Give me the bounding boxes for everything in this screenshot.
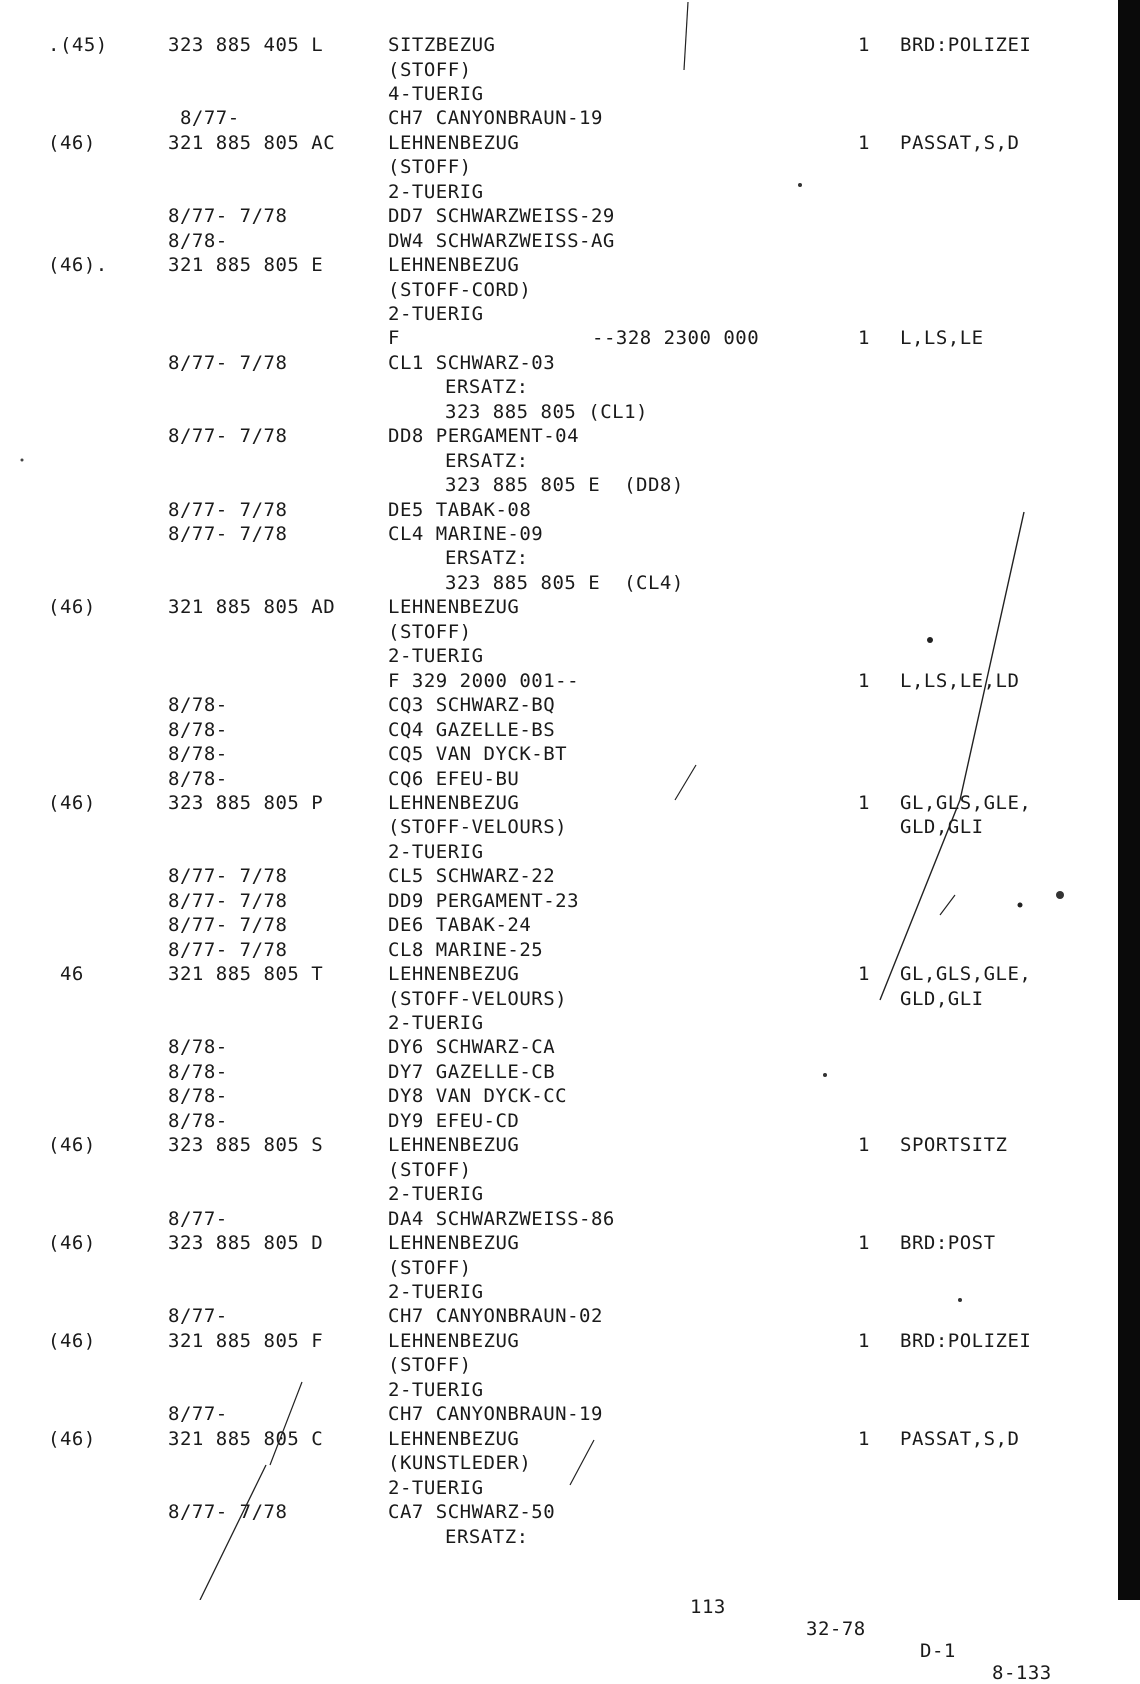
date-range: 8/78-: [168, 1060, 228, 1083]
part-number: 321 885 805 AD: [168, 596, 336, 619]
parts-row: [0, 523, 1118, 547]
model-applicability: BRD:POST: [900, 1232, 996, 1254]
description: CL4 MARINE-09: [388, 523, 544, 545]
model-applicability: SPORTSITZ: [900, 1134, 1008, 1157]
position-number: (46): [48, 1329, 96, 1352]
date-range: 8/77-: [168, 1305, 228, 1328]
parts-row: [0, 352, 1118, 376]
description: (STOFF): [388, 1256, 472, 1279]
parts-row: [0, 670, 1118, 694]
model-applicability: BRD:POLIZEI: [900, 34, 1032, 56]
parts-row: [0, 768, 1118, 792]
parts-row: [0, 156, 1118, 180]
position-number: (46): [48, 1134, 96, 1157]
parts-row: [0, 474, 1118, 498]
description: 2-TUERIG: [388, 1012, 484, 1034]
date-range: 8/77-: [168, 1403, 228, 1426]
quantity: 1: [858, 1134, 870, 1157]
scan-edge-bar: [1118, 0, 1140, 1600]
date-range: 8/77- 7/78: [168, 205, 288, 228]
description: 2-TUERIG: [388, 1281, 484, 1303]
description: 2-TUERIG: [388, 1378, 484, 1401]
footer-sheet: 8-133: [992, 1662, 1052, 1684]
parts-row: [0, 1305, 1118, 1329]
quantity: 1: [858, 963, 870, 986]
position-number: 46: [48, 963, 84, 986]
parts-row: [0, 1110, 1118, 1134]
quantity: 1: [858, 1329, 870, 1352]
model-applicability: GLD,GLI: [900, 816, 984, 839]
description: (STOFF-VELOURS): [388, 987, 568, 1010]
description: DD7 SCHWARZWEISS-29: [388, 205, 615, 228]
description: 2-TUERIG: [388, 840, 484, 863]
date-range: 8/77- 7/78: [168, 889, 288, 912]
part-number: 321 885 805 AC: [168, 131, 336, 154]
date-range: 8/77- 7/78: [168, 1501, 288, 1523]
date-range: 8/78-: [168, 694, 228, 717]
position-number: (46): [48, 1427, 96, 1450]
description: CA7 SCHWARZ-50: [388, 1501, 556, 1523]
description: DY6 SCHWARZ-CA: [388, 1036, 556, 1059]
position-number: .(45): [48, 34, 108, 56]
parts-row: [0, 596, 1118, 620]
description: LEHNENBEZUG: [388, 254, 520, 276]
quantity: 1: [858, 131, 870, 154]
replacement-note: 323 885 805 E (DD8): [445, 474, 684, 497]
date-range: 8/78-: [168, 767, 228, 790]
part-number: 323 885 805 D: [168, 1232, 324, 1254]
parts-row: [0, 694, 1118, 718]
date-range: 8/77- 7/78: [168, 914, 288, 937]
parts-row: [0, 1281, 1118, 1305]
description: CH7 CANYONBRAUN-02: [388, 1305, 603, 1328]
date-range: 8/77- 7/78: [168, 425, 288, 448]
quantity: 1: [858, 1427, 870, 1450]
part-number: 321 885 805 E: [168, 254, 324, 276]
part-number: 323 885 805 S: [168, 1134, 324, 1157]
date-range: 8/78-: [168, 1085, 228, 1108]
description: 4-TUERIG: [388, 82, 484, 105]
parts-row: [0, 792, 1118, 816]
position-number: (46).: [48, 254, 108, 276]
parts-row: [0, 425, 1118, 449]
parts-row: [0, 279, 1118, 303]
description: DY7 GAZELLE-CB: [388, 1060, 556, 1083]
description: F 329 2000 001--: [388, 669, 580, 692]
part-number: 321 885 805 F: [168, 1329, 324, 1352]
description: LEHNENBEZUG: [388, 963, 520, 986]
parts-row: [0, 1477, 1118, 1501]
description: (STOFF-VELOURS): [388, 816, 568, 839]
date-range: 8/77-: [168, 1207, 228, 1230]
parts-row: [0, 1036, 1118, 1060]
parts-row: [0, 1501, 1118, 1525]
parts-row: [0, 719, 1118, 743]
parts-row: [0, 1159, 1118, 1183]
description: 2-TUERIG: [388, 1476, 484, 1499]
description: (STOFF): [388, 1354, 472, 1377]
part-number: 323 885 405 L: [168, 34, 324, 56]
parts-row: [0, 1403, 1118, 1427]
parts-row: [0, 841, 1118, 865]
parts-row: [0, 1232, 1118, 1256]
model-applicability: BRD:POLIZEI: [900, 1329, 1032, 1352]
description: DD8 PERGAMENT-04: [388, 425, 580, 448]
parts-row: [0, 1526, 1118, 1550]
replacement-note: 323 885 805 (CL1): [445, 400, 648, 423]
parts-row: [0, 401, 1118, 425]
description: CQ4 GAZELLE-BS: [388, 718, 556, 741]
parts-row: [0, 327, 1118, 351]
model-applicability: GL,GLS,GLE,: [900, 791, 1032, 814]
date-range: 8/77-: [168, 107, 240, 130]
description: LEHNENBEZUG: [388, 1427, 520, 1450]
quantity: 1: [858, 34, 870, 56]
description: CQ5 VAN DYCK-BT: [388, 743, 568, 765]
description: (STOFF-CORD): [388, 278, 532, 301]
position-number: (46): [48, 131, 96, 154]
parts-row: [0, 1257, 1118, 1281]
parts-row: [0, 181, 1118, 205]
footer-code: 32-78: [806, 1618, 866, 1640]
parts-row: [0, 743, 1118, 767]
model-applicability: GLD,GLI: [900, 987, 984, 1010]
description: LEHNENBEZUG: [388, 791, 520, 814]
part-number: 323 885 805 P: [168, 791, 324, 814]
description: CH7 CANYONBRAUN-19: [388, 107, 603, 130]
parts-row: [0, 865, 1118, 889]
date-range: 8/77- 7/78: [168, 498, 288, 521]
model-applicability: L,LS,LE: [900, 327, 984, 350]
description: CL5 SCHWARZ-22: [388, 865, 556, 888]
reference-number: --328 2300 000: [592, 327, 760, 350]
parts-row: [0, 254, 1118, 278]
parts-row: [0, 132, 1118, 156]
parts-row: [0, 1085, 1118, 1109]
parts-row: [0, 939, 1118, 963]
parts-row: [0, 205, 1118, 229]
replacement-note: ERSATZ:: [445, 1525, 529, 1548]
position-number: (46): [48, 1232, 96, 1254]
description: DE6 TABAK-24: [388, 914, 532, 937]
description: 2-TUERIG: [388, 302, 484, 325]
parts-row: [0, 1134, 1118, 1158]
parts-row: [0, 914, 1118, 938]
parts-row: [0, 376, 1118, 400]
parts-row: [0, 1183, 1118, 1207]
replacement-note: ERSATZ:: [445, 449, 529, 472]
quantity: 1: [858, 669, 870, 692]
description: LEHNENBEZUG: [388, 1134, 520, 1157]
parts-row: [0, 572, 1118, 596]
model-applicability: PASSAT,S,D: [900, 1427, 1020, 1450]
date-range: 8/77- 7/78: [168, 523, 288, 545]
description: DW4 SCHWARZWEISS-AG: [388, 229, 615, 252]
description: 2-TUERIG: [388, 1183, 484, 1206]
description: (STOFF): [388, 58, 472, 81]
position-number: (46): [48, 596, 96, 619]
description: LEHNENBEZUG: [388, 596, 520, 619]
description: (STOFF): [388, 1158, 472, 1181]
date-range: 8/78-: [168, 1109, 228, 1132]
description: LEHNENBEZUG: [388, 131, 520, 154]
model-applicability: PASSAT,S,D: [900, 131, 1020, 154]
parts-row: [0, 1428, 1118, 1452]
description: 2-TUERIG: [388, 180, 484, 203]
footer-region: D-1: [920, 1640, 956, 1662]
parts-row: [0, 1330, 1118, 1354]
quantity: 1: [858, 791, 870, 814]
part-number: 321 885 805 T: [168, 963, 324, 986]
date-range: 8/78-: [168, 743, 228, 765]
description: CQ3 SCHWARZ-BQ: [388, 694, 556, 717]
description: DY9 EFEU-CD: [388, 1109, 520, 1132]
description: LEHNENBEZUG: [388, 1232, 520, 1254]
parts-row: [0, 83, 1118, 107]
parts-row: [0, 34, 1118, 58]
description: SITZBEZUG: [388, 34, 496, 56]
quantity: 1: [858, 1232, 870, 1254]
date-range: 8/78-: [168, 718, 228, 741]
model-applicability: GL,GLS,GLE,: [900, 963, 1032, 986]
date-range: 8/78-: [168, 229, 228, 252]
replacement-note: ERSATZ:: [445, 376, 529, 399]
parts-row: [0, 1379, 1118, 1403]
description: CQ6 EFEU-BU: [388, 767, 520, 790]
parts-row: [0, 1452, 1118, 1476]
position-number: (46): [48, 791, 96, 814]
description: DD9 PERGAMENT-23: [388, 889, 580, 912]
description: 2-TUERIG: [388, 645, 484, 668]
description: (STOFF): [388, 620, 472, 643]
model-applicability: L,LS,LE,LD: [900, 669, 1020, 692]
parts-row: [0, 547, 1118, 571]
parts-row: [0, 107, 1118, 131]
description: CL1 SCHWARZ-03: [388, 351, 556, 374]
description: CL8 MARINE-25: [388, 938, 544, 961]
replacement-note: ERSATZ:: [445, 547, 529, 570]
parts-row: [0, 1208, 1118, 1232]
parts-row: [0, 645, 1118, 669]
footer-page-number: 113: [690, 1596, 726, 1618]
description: LEHNENBEZUG: [388, 1329, 520, 1352]
date-range: 8/77- 7/78: [168, 865, 288, 888]
description: CH7 CANYONBRAUN-19: [388, 1403, 603, 1426]
date-range: 8/78-: [168, 1036, 228, 1059]
description: DE5 TABAK-08: [388, 498, 532, 521]
parts-row: [0, 1061, 1118, 1085]
parts-row: [0, 1012, 1118, 1036]
parts-row: [0, 1354, 1118, 1378]
parts-row: [0, 963, 1118, 987]
parts-row: [0, 450, 1118, 474]
parts-row: [0, 621, 1118, 645]
parts-row: [0, 988, 1118, 1012]
description: (KUNSTLEDER): [388, 1452, 532, 1475]
replacement-note: 323 885 805 E (CL4): [445, 571, 684, 594]
part-number: 321 885 805 C: [168, 1427, 324, 1450]
parts-row: [0, 816, 1118, 840]
date-range: 8/77- 7/78: [168, 351, 288, 374]
parts-row: [0, 890, 1118, 914]
description: DA4 SCHWARZWEISS-86: [388, 1207, 615, 1230]
description: (STOFF): [388, 156, 472, 179]
page-footer: [0, 1574, 1118, 1684]
parts-row: [0, 303, 1118, 327]
quantity: 1: [858, 327, 870, 350]
parts-row: [0, 230, 1118, 254]
date-range: 8/77- 7/78: [168, 938, 288, 961]
parts-row: [0, 499, 1118, 523]
description: DY8 VAN DYCK-CC: [388, 1085, 568, 1108]
parts-row: [0, 59, 1118, 83]
description: F: [388, 327, 400, 350]
